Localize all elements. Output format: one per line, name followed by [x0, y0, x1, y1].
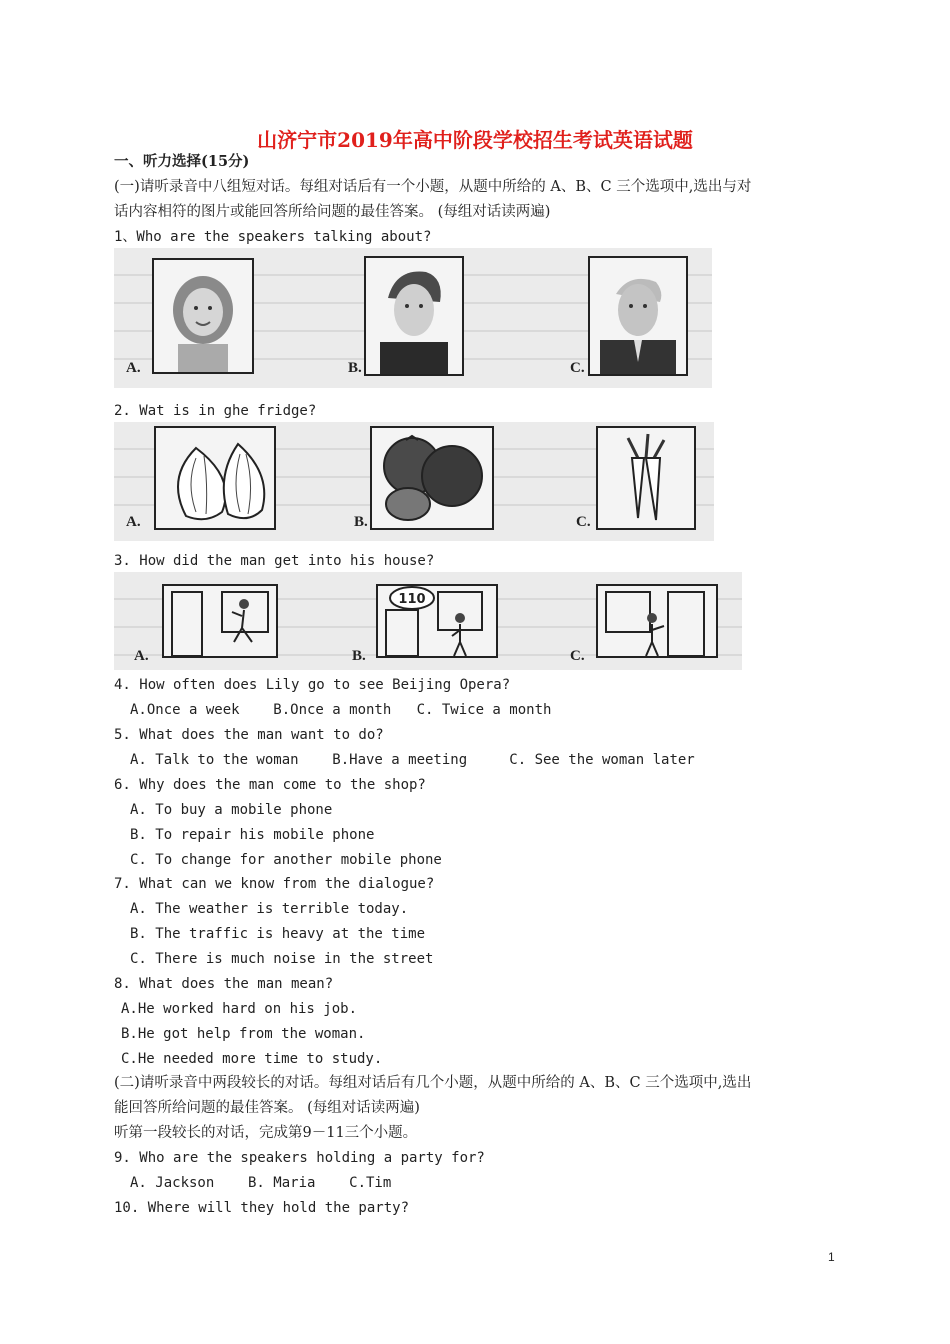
- q1-option-a-label: A.: [126, 360, 141, 376]
- question-6-option-b: B. To repair his mobile phone: [130, 827, 375, 843]
- question-9-options: A. Jackson B. Maria C.Tim: [130, 1175, 392, 1191]
- q3-option-a-label: A.: [134, 648, 149, 664]
- q2-option-c-label: C.: [576, 514, 591, 530]
- question-5-options: A. Talk to the woman B.Have a meeting C. See the woman later: [130, 752, 695, 768]
- part2-instructions-line1: (二)请听录音中两段较长的对话。每组对话后有几个小题，从题中所给的 A、B、C 三个选项中,选出: [114, 1075, 752, 1091]
- carrots-image: [596, 426, 696, 530]
- question-7-option-c: C. There is much noise in the street: [130, 951, 434, 967]
- police-help-image: [376, 584, 498, 658]
- q1-picture-strip: [114, 248, 712, 388]
- q3-option-c-label: C.: [570, 648, 585, 664]
- question-3: 3. How did the man get into his house?: [114, 553, 435, 569]
- old-man-portrait-image: [588, 256, 688, 376]
- question-6: 6. Why does the man come to the shop?: [114, 777, 426, 793]
- opening-door-image: [596, 584, 718, 658]
- young-man-portrait-image: [364, 256, 464, 376]
- page-number: 1: [828, 1250, 835, 1264]
- question-9: 9. Who are the speakers holding a party for?: [114, 1150, 485, 1166]
- question-2: 2. Wat is in ghe fridge?: [114, 403, 317, 419]
- part1-instructions-line1: (一)请听录音中八组短对话。每组对话后有一个小题，从题中所给的 A、B、C 三个选项中,选出与对: [114, 179, 752, 195]
- climbing-window-image: [162, 584, 278, 658]
- question-10: 10. Where will they hold the party?: [114, 1200, 410, 1216]
- question-7-option-a: A. The weather is terrible today.: [130, 901, 409, 917]
- part2-first-dialogue-note: 听第一段较长的对话，完成第9－11三个小题。: [114, 1125, 418, 1141]
- question-5: 5. What does the man want to do?: [114, 727, 384, 743]
- question-8-option-a: A.He worked hard on his job.: [121, 1001, 358, 1017]
- part2-instructions-line2: 能回答所给问题的最佳答案。 (每组对话读两遍): [114, 1100, 420, 1116]
- question-1: 1、Who are the speakers talking about?: [114, 229, 432, 245]
- question-7-option-b: B. The traffic is heavy at the time: [130, 926, 426, 942]
- part1-instructions-line2: 话内容相符的图片或能回答所给问题的最佳答案。 (每组对话读两遍): [114, 204, 551, 220]
- phone-110-sign: 110: [398, 592, 426, 607]
- q3-picture-strip: [114, 572, 742, 670]
- question-6-option-c: C. To change for another mobile phone: [130, 852, 442, 868]
- question-6-option-a: A. To buy a mobile phone: [130, 802, 333, 818]
- q3-option-b-label: B.: [352, 648, 366, 664]
- onion-image: [154, 426, 276, 530]
- question-4-options: A.Once a week B.Once a month C. Twice a month: [130, 702, 552, 718]
- q1-option-c-label: C.: [570, 360, 585, 376]
- question-7: 7. What can we know from the dialogue?: [114, 876, 435, 892]
- question-4: 4. How often does Lily go to see Beijing Opera?: [114, 677, 511, 693]
- q2-option-b-label: B.: [354, 514, 368, 530]
- tomatoes-image: [370, 426, 494, 530]
- section-heading: 一、听力选择(15分): [114, 153, 250, 170]
- question-8: 8. What does the man mean?: [114, 976, 334, 992]
- q2-option-a-label: A.: [126, 514, 141, 530]
- question-8-option-c: C.He needed more time to study.: [121, 1051, 383, 1067]
- q2-picture-strip: [114, 422, 714, 541]
- question-8-option-b: B.He got help from the woman.: [121, 1026, 366, 1042]
- girl-portrait-image: [152, 258, 254, 374]
- q1-option-b-label: B.: [348, 360, 362, 376]
- exam-title: 山济宁市2019年高中阶段学校招生考试英语试题: [257, 128, 693, 152]
